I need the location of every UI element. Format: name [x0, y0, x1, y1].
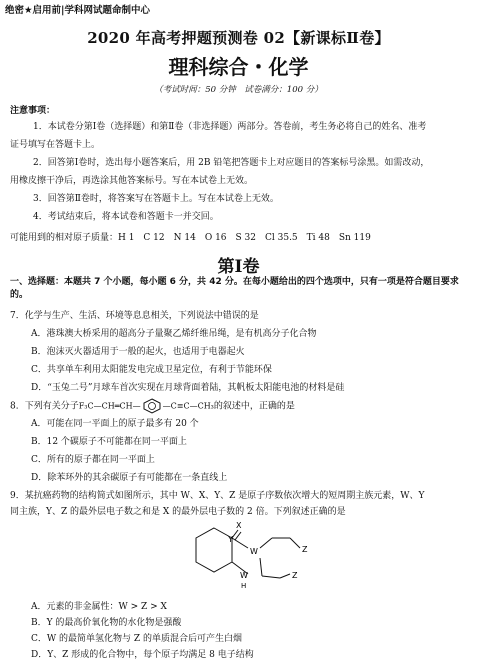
atom-y-label: Y: [228, 535, 233, 544]
q8-stem: [10, 398, 470, 414]
notes-heading: 注意事项：: [10, 106, 56, 116]
q8-option-b: B．12 个碳原子不可能都在同一平面上: [31, 437, 187, 447]
note-2-cont: 用橡皮擦干净后，再选涂其他答案标号。写在本试卷上无效。: [10, 176, 254, 186]
atom-z-bottom-label: Z: [292, 571, 298, 580]
note-1: 1．本试卷分第Ⅰ卷（选择题）和第Ⅱ卷（非选择题）两部分。答卷前，考生务必将自己的姓名、准考: [33, 122, 427, 132]
q8-formula-left: F₃C—CH═CH—: [78, 401, 141, 411]
q8-formula-right: —C≡C—CH₃: [162, 401, 214, 411]
benzene-ring-icon: [142, 398, 162, 414]
q7-stem: 7．化学与生产、生活、环境等息息相关，下列说法中错误的是: [10, 311, 259, 321]
q9-option-a: A．元素的非金属性：W > Z > X: [31, 602, 167, 612]
paper-title: 2020 年高考押题预测卷 02【新课标Ⅱ卷】: [87, 29, 390, 47]
q9-stem-line-2: 同主族，Y、Z 的最外层电子数之和是 X 的最外层电子数的 2 倍。下列叙述正确的是: [10, 507, 346, 517]
q9-structure-diagram: [180, 518, 340, 600]
q8-option-a: A．可能在同一平面上的原子最多有 20 个: [31, 419, 199, 429]
atom-x-label: X: [236, 521, 242, 530]
exam-info: （考试时间：50 分钟 试卷满分：100 分）: [154, 85, 323, 95]
atomic-masses: 可能用到的相对原子质量：H 1 C 12 N 14 O 16 S 32 Cl 35.5 Ti 48 Sn 119: [10, 233, 371, 243]
atom-w-ring-label: W: [240, 571, 248, 580]
q9-stem-line-1: 9．某抗癌药物的结构简式如图所示，其中 W、X、Y、Z 是原子序数依次增大的短周期主族元素，W、Y: [10, 491, 425, 501]
q8-stem-prefix: 8．下列有关分子: [10, 401, 79, 412]
q8-stem-suffix: 的叙述中，正确的是: [213, 401, 295, 412]
note-4: 4．考试结束后，将本试卷和答题卡一并交回。: [33, 212, 219, 222]
note-3: 3．回答第Ⅱ卷时，将答案写在答题卡上。写在本试卷上无效。: [33, 194, 279, 204]
q7-option-b: B．泡沫灭火器适用于一般的起火，也适用于电器起火: [31, 347, 245, 357]
subject-title: 理科综合・化学: [168, 55, 309, 79]
q8-option-c: C．所有的原子都在同一平面上: [31, 455, 155, 465]
q9-option-c: C．W 的最简单氢化物与 Z 的单质混合后可产生白烟: [31, 634, 242, 644]
confidential-header: 绝密★启用前|学科网试题命制中心: [5, 5, 150, 16]
section-title: 第Ⅰ卷: [217, 257, 260, 277]
atom-z-top-label: Z: [302, 545, 308, 554]
q7-option-c: C．共享单车利用太阳能发电完成卫星定位，有利于节能环保: [31, 365, 272, 375]
q7-option-d: D．“玉兔二号”月球车首次实现在月球背面着陆，其帆板太阳能电池的材料是硅: [31, 383, 345, 393]
q9-option-b: B．Y 的最高价氧化物的水化物是强酸: [31, 618, 182, 628]
q9-option-d: D．Y、Z 形成的化合物中，每个原子均满足 8 电子结构: [31, 650, 254, 660]
atom-w-label: W: [250, 547, 258, 556]
section-intro: 一、选择题：本题共 7 个小题，每小题 6 分，共 42 分。在每小题给出的四个选项中，只有一项是符合题目要求的。: [10, 277, 459, 300]
note-2: 2．回答第Ⅰ卷时，选出每小题答案后，用 2B 铅笔把答题卡上对应题目的答案标号涂黑。如需改动，: [33, 158, 430, 168]
q7-option-a: A．港珠澳大桥采用的超高分子量聚乙烯纤维吊绳，是有机高分子化合物: [31, 329, 317, 339]
note-1-cont: 证号填写在答题卡上。: [10, 140, 101, 150]
q8-option-d: D．除苯环外的其余碳原子有可能都在一条直线上: [31, 473, 228, 483]
atom-h-label: H: [241, 582, 247, 590]
